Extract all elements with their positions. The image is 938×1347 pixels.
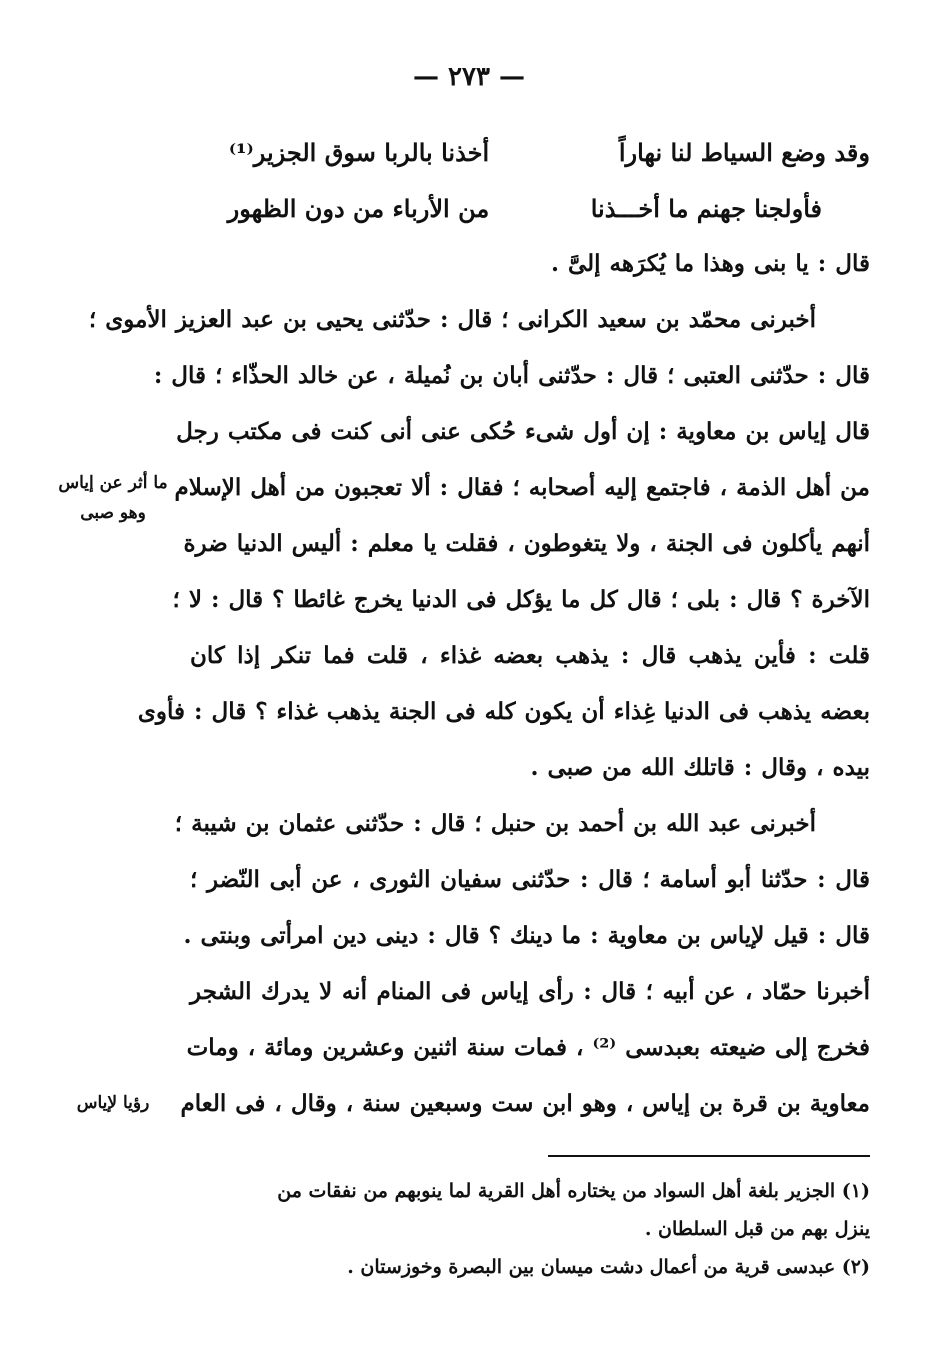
verse-first-hemistich: فأولجنا جهنم ما أخـــذنا [590, 193, 822, 223]
margin-note-line: رؤيا لإياس [76, 1093, 150, 1113]
text-line: بيده ، وقال : قاتلك الله من صبى . [530, 754, 870, 781]
text-line: أخبرنا حمّاد ، عن أبيه ؛ قال : رأى إياس فى المنام أنه لا يدرك الشجر [190, 978, 870, 1005]
footnote-continuation: ينزل بهم من قبل السلطان . [644, 1218, 870, 1240]
paragraph [190, 236, 870, 292]
text-line: الآخرة ؟ قال : بلى ؛ قال كل ما يؤكل فى الدنيا يخرج غائطا ؟ قال : لا ؛ [172, 586, 870, 613]
verse-second-hemistich: أخذنا بالربا سوق الجزير⁽¹⁾ [228, 137, 490, 167]
text-line: أخبرنى عبد الله بن أحمد بن حنبل ؛ قال : حدّثنى عثمان بن شيبة ؛ [174, 810, 816, 837]
verse-line [190, 180, 870, 236]
footnote: (٢) عبدسى قرية من أعمال دشت ميسان بين البصرة وخوزستان . [347, 1256, 870, 1278]
text-line: قال : يا بنى وهذا ما يُكرَهه إلىَّ . [550, 250, 870, 277]
verse-line [190, 124, 870, 180]
page-number: — ٢٧٣ — [412, 62, 526, 92]
text-line: قال : حدّثنى العتبى ؛ قال : حدّثنى أبان بن نُميلة ، عن خالد الحذّاء ؛ قال : [153, 362, 870, 389]
text-line: قال إياس بن معاوية : إن أول شىء حُكى عنى أنى كنت فى مكتب رجل [176, 418, 870, 445]
footnote-divider [548, 1155, 870, 1157]
paragraph [174, 796, 870, 964]
text-line: بعضه يذهب فى الدنيا غِذاء أن يكون كله فى الجنة يذهب غذاء ؟ قال : فأوى [137, 698, 870, 725]
text-line: معاوية بن قرة بن إياس ، وهو ابن ست وسبعين سنة ، وقال ، فى العام [180, 1090, 870, 1117]
margin-note [48, 468, 178, 528]
text-line: أخبرنى محمّد بن سعيد الكرانى ؛ قال : حدّثنى يحيى بن عبد العزيز الأموى ؛ [88, 306, 816, 333]
verse-first-hemistich: وقد وضع السياط لنا نهاراً [618, 137, 870, 167]
verse-second-hemistich: من الأرباء من دون الظهور [227, 193, 490, 223]
text-line: أنهم يأكلون فى الجنة ، ولا يتغوطون ، فقلت يا معلم : أليس الدنيا ضرة [183, 530, 870, 557]
text-line: من أهل الذمة ، فاجتمع إليه أصحابه ؛ فقال : ألا تعجبون من أهل الإسلام [174, 474, 870, 501]
footnote: (١) الجزير بلغة أهل السواد من يختاره أهل القرية لما ينوبهم من نفقات من [277, 1180, 870, 1202]
margin-note-line: وهو صبى [80, 503, 146, 523]
footnotes [190, 1172, 870, 1286]
margin-note-line: ما أثر عن إياس [58, 473, 168, 493]
text-line: فخرج إلى ضيعته بعبدسى ⁽²⁾ ، فمات سنة اثنين وعشرين ومائة ، ومات [186, 1034, 870, 1061]
text-line: قال : حدّثنا أبو أسامة ؛ قال : حدّثنى سفيان الثورى ، عن أبى النّضر ؛ [190, 866, 870, 893]
paragraph [180, 964, 870, 1132]
text-line: قلت : فأين يذهب قال : يذهب بعضه غذاء ، قلت فما تنكر إذا كان [190, 642, 870, 669]
margin-note [48, 1088, 178, 1118]
text-line: قال : قيل لإياس بن معاوية : ما دينك ؟ قال : دينى دين امرأتى وبنتى . [183, 922, 870, 949]
